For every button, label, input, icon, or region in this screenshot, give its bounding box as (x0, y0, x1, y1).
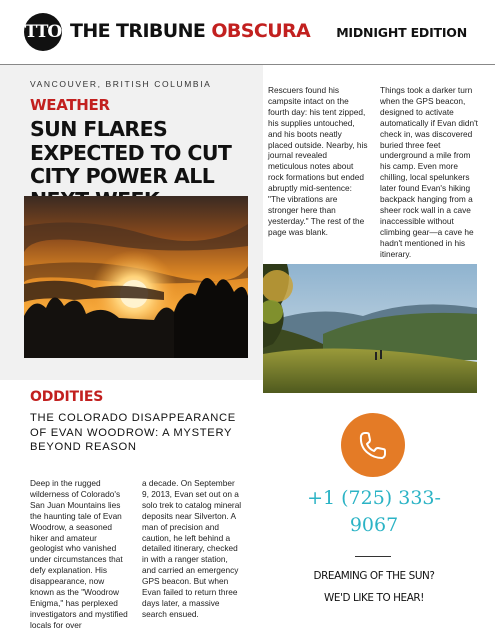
story-column-4: a decade. On September 9, 2013, Evan set out on a solo trek to catalog mineral deposits near Silverton. A man of precision and caution, he left behind a detailed itinerary, checked in with a ranger station, and carried an emergency GPS beacon. But when Evan failed to return three days later, a massive search ensued. (142, 478, 242, 619)
weather-kicker: WEATHER (30, 96, 110, 114)
dateline: VANCOUVER, BRITISH COLUMBIA (30, 79, 212, 89)
valley-photo (263, 264, 477, 393)
sunset-photo (24, 196, 248, 358)
masthead-title (70, 20, 310, 42)
story-column-1: Rescuers found his campsite intact on the fourth day: his tent zipped, his supplies untouched, and his boots neatly placed outside. Nearby, his journal revealed meticulous notes about rock formations but ended abruptly mid-sentence: "The vibrations are stronger here than yesterday." The rest of the page was blank. (268, 85, 368, 237)
story-column-2: Things took a darker turn when the GPS beacon, designed to activate automatically if Evan didn't check in, was discovered buried three feet underground a mile from his camp. Even more chilling, local spelunkers later found Evan's hiking backpack hanging from a sheer rock wall in a cave inaccessible without climbing gear—a cave he hadn't mentioned in his itinerary. (380, 85, 478, 259)
contact-divider (355, 556, 391, 557)
phone-icon (341, 413, 405, 477)
weather-headline: SUN FLARES EXPECTED TO CUT CITY POWER ALL (30, 117, 232, 188)
sunset-photo-graphic (24, 196, 248, 358)
masthead-title-part2: OBSCURA (211, 20, 311, 42)
phone-number[interactable]: +1 (725) 333-9067 (307, 487, 441, 536)
oddities-subhead: THE COLORADO DISAPPEARANCE OF EVAN WOODROW: A MYSTERY BEYOND REASON (30, 412, 236, 453)
oddities-kicker: ODDITIES (30, 389, 104, 405)
logo: TTO (24, 13, 62, 51)
valley-photo-graphic (263, 264, 477, 393)
contact-line-2: WE'D LIKE TO HEAR! (323, 592, 425, 604)
edition-label: MIDNIGHT EDITION (336, 25, 467, 40)
contact-line-1: DREAMING OF THE SUN? (313, 570, 435, 582)
masthead-title-part1: THE TRIBUNE (70, 20, 206, 42)
story-column-3: Deep in the rugged wilderness of Colorado's San Juan Mountains lies the haunting tale of Evan Woodrow, a seasoned hiker and amateur geologist who vanished under circumstances that defy explanation. His disappearance, now known as the "Woodrow Enigma," has perplexed investigators and mystified locals for over (30, 478, 128, 630)
